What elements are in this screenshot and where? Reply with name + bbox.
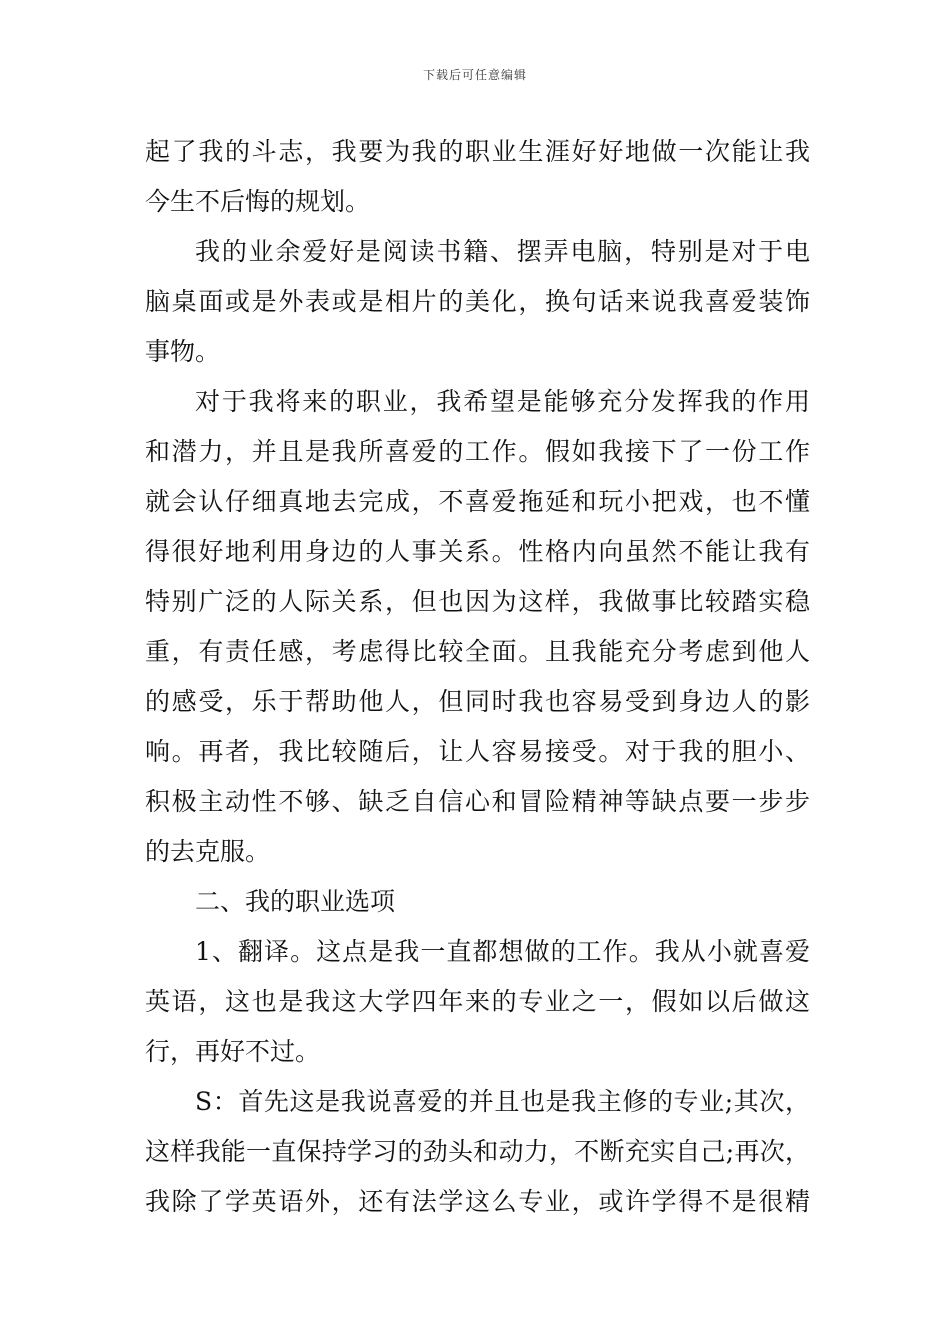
paragraph <box>145 1077 810 1227</box>
text-line: 我的业余爱好是阅读书籍、摆弄电脑，特别是对于电 <box>195 237 810 266</box>
document-body <box>145 127 810 1227</box>
text-line: 英语，这也是我这大学四年来的专业之一，假如以后做这 <box>145 987 810 1016</box>
text-line: 二、我的职业选项 <box>195 887 396 916</box>
paragraph <box>145 377 810 877</box>
text-line: 行，再好不过。 <box>145 1037 321 1066</box>
text-line: 1、翻译。这点是我一直都想做的工作。我从小就喜爱 <box>195 937 810 966</box>
text-line: 特别广泛的人际关系，但也因为这样，我做事比较踏实稳 <box>145 587 810 616</box>
text-line: 的感受，乐于帮助他人，但同时我也容易受到身边人的影 <box>145 687 810 716</box>
text-line: 对于我将来的职业，我希望是能够充分发挥我的作用 <box>195 387 810 416</box>
text-line: 起了我的斗志，我要为我的职业生涯好好地做一次能让我 <box>145 137 810 166</box>
paragraph <box>145 227 810 377</box>
text-line: 积极主动性不够、缺乏自信心和冒险精神等缺点要一步步 <box>145 787 810 816</box>
page-header: 下载后可任意编辑 <box>422 68 527 82</box>
text-line: S：首先这是我说喜爱的并且也是我主修的专业;其次， <box>195 1087 810 1116</box>
text-line: 得很好地利用身边的人事关系。性格内向虽然不能让我有 <box>145 537 810 566</box>
text-line: 我除了学英语外，还有法学这么专业，或许学得不是很精 <box>145 1187 810 1216</box>
paragraph <box>145 927 810 1077</box>
text-line: 和潜力，并且是我所喜爱的工作。假如我接下了一份工作 <box>145 437 810 466</box>
text-line: 脑桌面或是外表或是相片的美化，换句话来说我喜爱装饰 <box>145 287 810 316</box>
text-line: 重，有责任感，考虑得比较全面。且我能充分考虑到他人 <box>145 637 810 666</box>
text-line: 今生不后悔的规划。 <box>145 187 371 216</box>
text-line: 就会认仔细真地去完成，不喜爱拖延和玩小把戏，也不懂 <box>145 487 810 516</box>
paragraph <box>145 127 810 227</box>
text-line: 事物。 <box>145 337 221 366</box>
text-line: 响。再者，我比较随后，让人容易接受。对于我的胆小、 <box>145 737 810 766</box>
text-line: 的去克服。 <box>145 837 271 866</box>
text-line: 这样我能一直保持学习的劲头和动力，不断充实自己;再次， <box>145 1137 810 1166</box>
paragraph <box>145 877 810 927</box>
